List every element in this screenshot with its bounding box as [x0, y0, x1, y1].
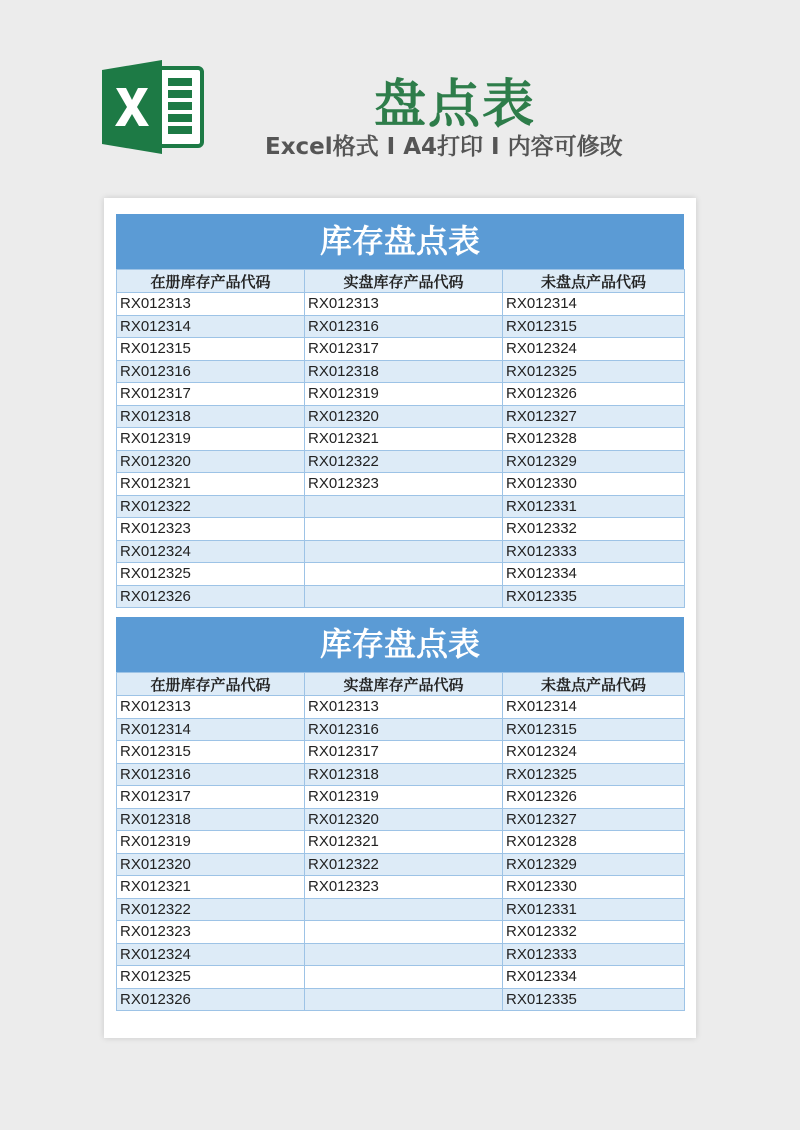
table-cell[interactable]: RX012323 [305, 473, 503, 496]
table-cell[interactable]: RX012322 [305, 853, 503, 876]
table-row [117, 786, 685, 809]
table-cell[interactable]: RX012316 [305, 315, 503, 338]
column-header-uncounted: 未盘点产品代码 [503, 270, 685, 293]
table-row [117, 988, 685, 1011]
table-row [117, 473, 685, 496]
column-header-uncounted: 未盘点产品代码 [503, 673, 685, 696]
table-cell[interactable]: RX012315 [117, 338, 305, 361]
table-cell[interactable]: RX012326 [117, 585, 305, 608]
table-cell[interactable]: RX012322 [305, 450, 503, 473]
table-row [117, 898, 685, 921]
table-cell[interactable]: RX012325 [117, 563, 305, 586]
table-row [117, 450, 685, 473]
table-cell[interactable]: RX012318 [117, 808, 305, 831]
table-cell[interactable]: RX012326 [503, 383, 685, 406]
table-cell[interactable]: RX012328 [503, 428, 685, 451]
table-cell[interactable]: RX012321 [305, 831, 503, 854]
table-cell[interactable]: RX012319 [305, 383, 503, 406]
table-cell[interactable]: RX012323 [117, 518, 305, 541]
column-header-counted: 实盘库存产品代码 [305, 270, 503, 293]
inventory-table-2 [116, 617, 684, 1011]
table-cell[interactable] [305, 966, 503, 989]
table-cell[interactable]: RX012313 [117, 696, 305, 719]
table-cell[interactable]: RX012320 [117, 853, 305, 876]
table-cell[interactable]: RX012323 [117, 921, 305, 944]
table-cell[interactable]: RX012315 [503, 315, 685, 338]
table-cell[interactable]: RX012322 [117, 495, 305, 518]
table-row [117, 853, 685, 876]
table-cell[interactable] [305, 943, 503, 966]
table-cell[interactable] [305, 518, 503, 541]
table-row [117, 831, 685, 854]
table-cell[interactable]: RX012321 [305, 428, 503, 451]
table-cell[interactable]: RX012318 [305, 763, 503, 786]
table-cell[interactable]: RX012324 [117, 540, 305, 563]
page-title: 盘点表 [373, 75, 536, 135]
table-row [117, 763, 685, 786]
page-subtitle: Excel格式 I A4打印 I 内容可修改 [265, 134, 623, 160]
table-cell[interactable]: RX012323 [305, 876, 503, 899]
table-cell[interactable]: RX012332 [503, 921, 685, 944]
table-row [117, 360, 685, 383]
table-cell[interactable]: RX012327 [503, 808, 685, 831]
table-cell[interactable]: RX012320 [305, 405, 503, 428]
table-cell[interactable]: RX012326 [503, 786, 685, 809]
table-cell[interactable]: RX012331 [503, 898, 685, 921]
table-cell[interactable]: RX012329 [503, 853, 685, 876]
table-cell[interactable]: RX012333 [503, 540, 685, 563]
table-cell[interactable]: RX012314 [117, 315, 305, 338]
column-header-registered: 在册库存产品代码 [117, 673, 305, 696]
inventory-table-1 [116, 214, 684, 608]
table-title: 库存盘点表 [116, 617, 684, 672]
table-row [117, 966, 685, 989]
table-cell[interactable]: RX012321 [117, 473, 305, 496]
table-row [117, 563, 685, 586]
table-cell[interactable]: RX012317 [305, 741, 503, 764]
table-cell[interactable]: RX012313 [305, 293, 503, 316]
table-cell[interactable]: RX012315 [503, 718, 685, 741]
table-cell[interactable]: RX012319 [117, 428, 305, 451]
table-cell[interactable]: RX012320 [305, 808, 503, 831]
table-row [117, 540, 685, 563]
table-cell[interactable]: RX012316 [117, 763, 305, 786]
table-row [117, 808, 685, 831]
table-cell[interactable]: RX012317 [117, 383, 305, 406]
table-cell[interactable]: RX012313 [117, 293, 305, 316]
table-cell[interactable]: RX012330 [503, 473, 685, 496]
inventory-grid [116, 672, 685, 1011]
column-header-counted: 实盘库存产品代码 [305, 673, 503, 696]
table-row [117, 943, 685, 966]
page-header [0, 0, 800, 200]
table-row [117, 585, 685, 608]
table-cell[interactable]: RX012329 [503, 450, 685, 473]
table-cell[interactable]: RX012326 [117, 988, 305, 1011]
table-row [117, 428, 685, 451]
table-cell[interactable]: RX012324 [503, 741, 685, 764]
column-header-registered: 在册库存产品代码 [117, 270, 305, 293]
table-cell[interactable]: RX012318 [305, 360, 503, 383]
table-cell[interactable]: RX012335 [503, 585, 685, 608]
table-row [117, 718, 685, 741]
table-cell[interactable]: RX012330 [503, 876, 685, 899]
table-cell[interactable]: RX012319 [305, 786, 503, 809]
table-cell[interactable]: RX012325 [117, 966, 305, 989]
table-cell[interactable]: RX012315 [117, 741, 305, 764]
table-cell[interactable] [305, 898, 503, 921]
table-cell[interactable]: RX012327 [503, 405, 685, 428]
table-cell[interactable]: RX012322 [117, 898, 305, 921]
table-cell[interactable]: RX012328 [503, 831, 685, 854]
table-cell[interactable]: RX012317 [305, 338, 503, 361]
table-cell[interactable] [305, 495, 503, 518]
table-cell[interactable]: RX012317 [117, 786, 305, 809]
table-cell[interactable]: RX012333 [503, 943, 685, 966]
table-cell[interactable]: RX012314 [503, 696, 685, 719]
table-row [117, 383, 685, 406]
excel-logo-icon [102, 58, 204, 156]
table-cell[interactable]: RX012334 [503, 563, 685, 586]
table-row [117, 405, 685, 428]
table-cell[interactable]: RX012324 [503, 338, 685, 361]
table-cell[interactable]: RX012318 [117, 405, 305, 428]
table-cell[interactable]: RX012334 [503, 966, 685, 989]
table-row [117, 338, 685, 361]
table-cell[interactable]: RX012316 [117, 360, 305, 383]
table-cell[interactable]: RX012335 [503, 988, 685, 1011]
table-row [117, 293, 685, 316]
table-cell[interactable]: RX012321 [117, 876, 305, 899]
table-cell[interactable]: RX012314 [117, 718, 305, 741]
table-row [117, 876, 685, 899]
table-cell[interactable] [305, 988, 503, 1011]
table-cell[interactable] [305, 540, 503, 563]
inventory-grid [116, 269, 685, 608]
table-cell[interactable] [305, 921, 503, 944]
table-cell[interactable]: RX012325 [503, 360, 685, 383]
table-row [117, 696, 685, 719]
table-row [117, 518, 685, 541]
table-cell[interactable]: RX012331 [503, 495, 685, 518]
table-cell[interactable]: RX012324 [117, 943, 305, 966]
table-cell[interactable]: RX012313 [305, 696, 503, 719]
table-cell[interactable]: RX012319 [117, 831, 305, 854]
table-row [117, 741, 685, 764]
table-row [117, 921, 685, 944]
table-cell[interactable]: RX012320 [117, 450, 305, 473]
table-cell[interactable] [305, 585, 503, 608]
table-title: 库存盘点表 [116, 214, 684, 269]
table-row [117, 315, 685, 338]
table-cell[interactable]: RX012316 [305, 718, 503, 741]
table-row [117, 495, 685, 518]
table-cell[interactable]: RX012314 [503, 293, 685, 316]
table-cell[interactable]: RX012332 [503, 518, 685, 541]
table-cell[interactable] [305, 563, 503, 586]
table-cell[interactable]: RX012325 [503, 763, 685, 786]
